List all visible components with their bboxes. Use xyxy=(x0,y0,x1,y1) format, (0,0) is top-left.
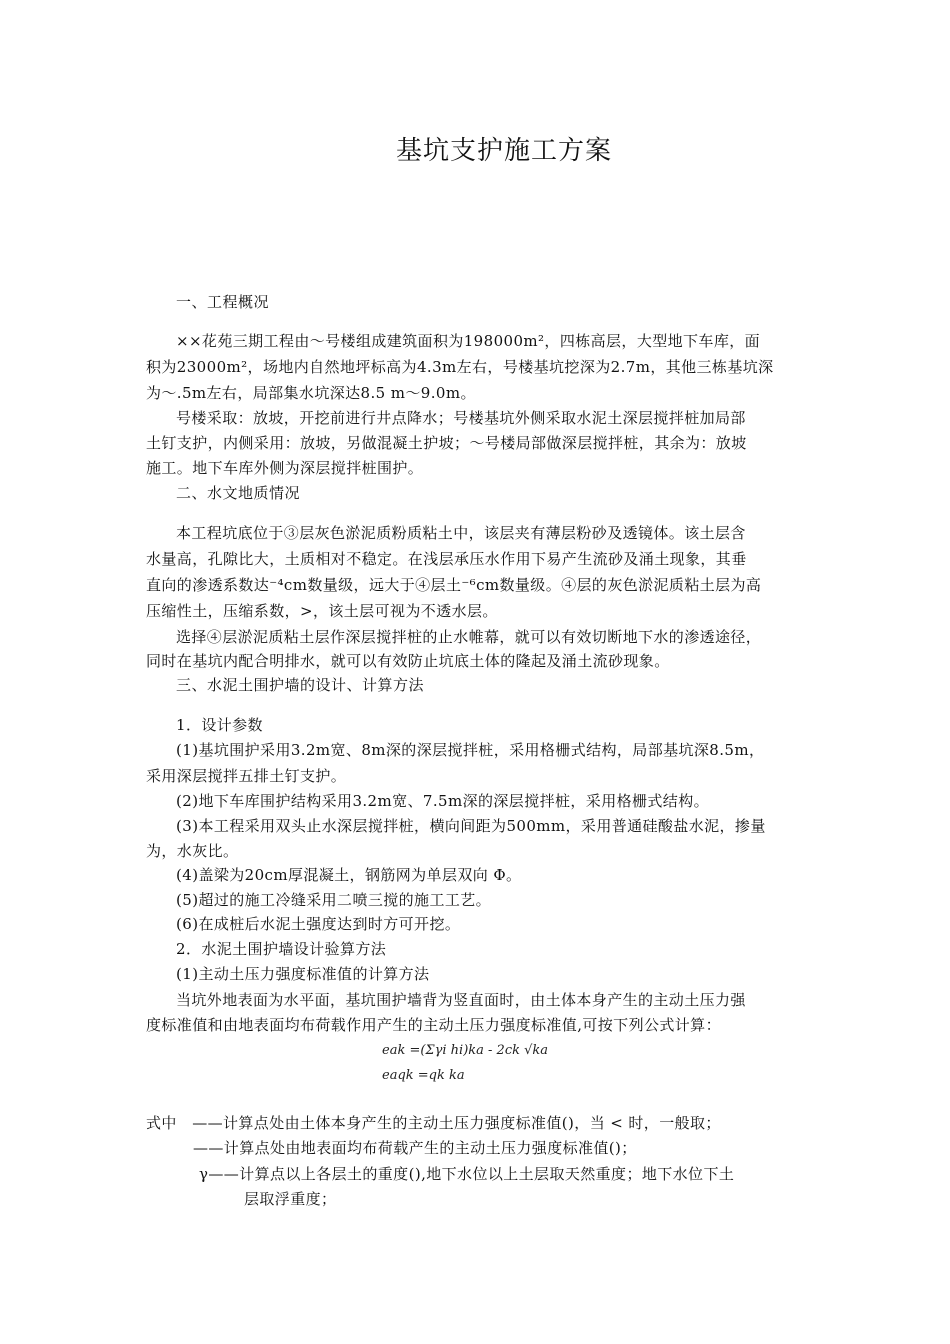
list-item: (2)地下车库围护结构采用3.2m宽、7.5m深的深层搅拌桩，采用格栅式结构。 xyxy=(176,792,710,810)
paragraph-line: 度标准值和由地表面均布荷载作用产生的主动土压力强度标准值,可按下列公式计算： xyxy=(146,1016,721,1034)
paragraph-line: 当坑外地表面为水平面，基坑围护墙背为竖直面时，由土体本身产生的主动土压力强 xyxy=(176,991,746,1009)
list-item-continuation: 为，水灰比。 xyxy=(146,842,239,860)
definition-line: γ——计算点以上各层土的重度(),地下水位以上土层取天然重度；地下水位下土 xyxy=(199,1165,735,1183)
formula-surcharge-pressure: eaqk =qk ka xyxy=(382,1068,465,1083)
paragraph-line: 土钉支护，内侧采用：放坡，另做混凝土护坡；～号楼局部做深层搅拌桩，其余为：放坡 xyxy=(146,434,747,452)
list-item: (6)在成桩后水泥土强度达到时方可开挖。 xyxy=(176,915,461,933)
paragraph-line: 直向的渗透系数达⁻⁴cm数量级，远大于④层土⁻⁶cm数量级。④层的灰色淤泥质粘土层为高 xyxy=(146,576,762,594)
formula-active-pressure: eak =(Σγi hi)ka - 2ck √ka xyxy=(382,1043,549,1058)
list-item: (5)超过的施工冷缝采用二喷三搅的施工工艺。 xyxy=(176,891,492,909)
definition-line: 层取浮重度； xyxy=(244,1190,337,1208)
paragraph-line: 施工。地下车库外侧为深层搅拌桩围护。 xyxy=(146,459,424,477)
paragraph-line: 号楼采取：放坡，开挖前进行井点降水；号楼基坑外侧采取水泥土深层搅拌桩加局部 xyxy=(176,409,746,427)
paragraph-line: 水量高，孔隙比大，土质相对不稳定。在浅层承压水作用下易产生流砂及涌土现象，其垂 xyxy=(146,550,747,568)
subheading: (1)主动土压力强度标准值的计算方法 xyxy=(176,965,430,983)
list-item: (1)基坑围护采用3.2m宽、8m深的深层搅拌桩，采用格栅式结构，局部基坑深8.5m， xyxy=(176,741,765,759)
definition-line: ——计算点处由地表面均布荷载产生的主动土压力强度标准值()； xyxy=(193,1139,637,1157)
paragraph-line: 同时在基坑内配合明排水，就可以有效防止坑底土体的隆起及涌土流砂现象。 xyxy=(146,652,670,670)
subheading: 2．水泥土围护墙设计验算方法 xyxy=(176,940,387,958)
paragraph-line: 压缩性土，压缩系数，>，该土层可视为不透水层。 xyxy=(146,602,498,620)
subheading: 1．设计参数 xyxy=(176,716,263,734)
list-item-continuation: 采用深层搅拌五排土钉支护。 xyxy=(146,767,347,785)
section-heading-design: 三、水泥土围护墙的设计、计算方法 xyxy=(176,676,425,694)
list-item: (4)盖梁为20cm厚混凝土，钢筋网为单层双向 Φ。 xyxy=(176,866,522,884)
definition-line: 式中 ——计算点处由土体本身产生的主动土压力强度标准值()，当 < 时，一般取； xyxy=(146,1114,721,1132)
paragraph-line: 为～.5m左右，局部集水坑深达8.5 m～9.0m。 xyxy=(146,384,476,402)
paragraph-line: 本工程坑底位于③层灰色淤泥质粉质粘土中，该层夹有薄层粉砂及透镜体。该土层含 xyxy=(176,524,746,542)
section-heading-overview: 一、工程概况 xyxy=(176,293,270,311)
paragraph-line: ××花苑三期工程由～号楼组成建筑面积为198000m²，四栋高层，大型地下车库，面 xyxy=(176,332,761,350)
paragraph-line: 选择④层淤泥质粘土层作深层搅拌桩的止水帷幕，就可以有效切断地下水的渗透途径， xyxy=(176,628,762,646)
list-item: (3)本工程采用双头止水深层搅拌桩，横向间距为500mm，采用普通硅酸盐水泥，掺量 xyxy=(176,817,766,835)
document-title: 基坑支护施工方案 xyxy=(395,136,612,166)
paragraph-line: 积为23000m²，场地内自然地坪标高为4.3m左右，号楼基坑挖深为2.7m，其他三栋基坑深 xyxy=(146,358,774,376)
section-heading-hydrogeology: 二、水文地质情况 xyxy=(176,484,301,502)
